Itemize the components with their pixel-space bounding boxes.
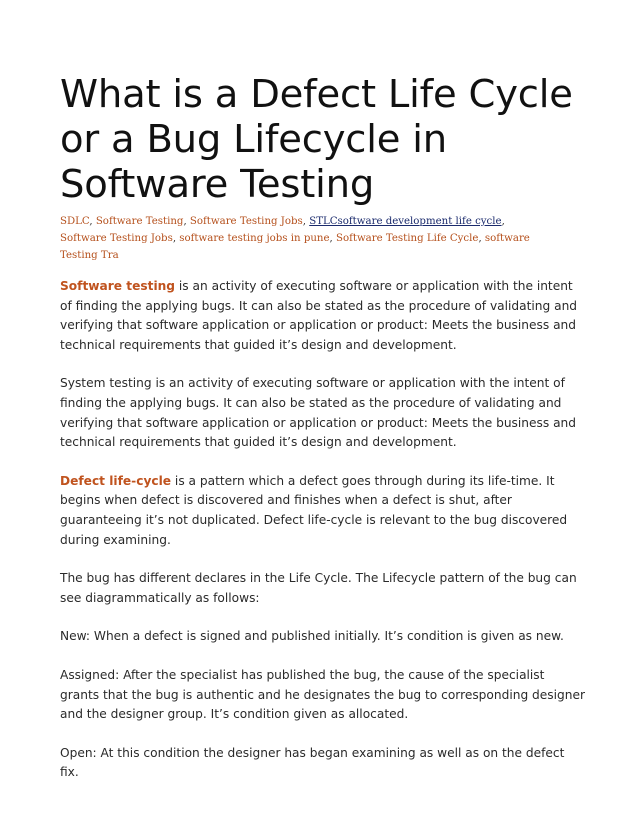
paragraph-system-testing: System testing is an activity of executing software or application with the intent of finding the applying bugs. It can also be stated as the procedure of validating and verifying that software application or application or product: Meets the business and technical requirements that guided it’s design and development. — [60, 376, 577, 450]
tag-separator: , — [501, 216, 505, 227]
tag-separator: , — [172, 233, 180, 244]
article-title: What is a Defect Life Cycle or a Bug Lifecycle in Software Testing — [60, 72, 573, 207]
tag-separator: , — [89, 216, 96, 227]
tag-separator: , — [302, 216, 310, 227]
paragraph-state-new: New: When a defect is signed and published initially. It’s condition is given as new. — [60, 629, 564, 644]
highlight-software-testing[interactable]: Software testing — [60, 279, 176, 293]
tag-link[interactable]: Software Testing Jobs — [60, 233, 173, 244]
paragraph-software-testing — [60, 277, 585, 355]
paragraph-defect-life-cycle — [60, 472, 585, 550]
tag-link[interactable]: Software Testing — [95, 216, 184, 227]
article-body — [60, 277, 585, 783]
article — [60, 72, 585, 783]
tag-link[interactable]: SDLC — [60, 216, 90, 227]
tag-link[interactable]: STLCsoftware development life cycle — [309, 216, 502, 227]
paragraph-state-assigned: Assigned: After the specialist has published the bug, the cause of the specialist grants that the bug is authentic and he designates the bug to corresponding designer and the designer group. It’s condition given as allocated. — [60, 667, 585, 722]
tag-separator: , — [183, 216, 190, 227]
tag-link[interactable]: software Testing Tra — [60, 233, 530, 261]
tag-link[interactable]: Software Testing Life Cycle — [335, 233, 479, 244]
paragraph-text: is an activity of executing software or application with the intent of finding the applying bugs. It can also be stated as the procedure of validating and verifying that software application or application or product: Meets the business and technical requirements that guided it’s design and development. — [60, 279, 578, 352]
paragraph-lifecycle-intro: The bug has different declares in the Life Cycle. The Lifecycle pattern of the bug can see diagrammatically as follows: — [60, 571, 577, 605]
tag-link[interactable]: Software Testing Jobs — [189, 216, 303, 227]
tag-separator: , — [478, 233, 485, 244]
tag-list — [60, 213, 530, 264]
tag-link[interactable]: software testing jobs in pune — [179, 233, 330, 244]
highlight-defect-life-cycle[interactable]: Defect life-cycle — [60, 473, 172, 488]
paragraph-text: is a pattern which a defect goes through during its life-time. It begins when defect is discovered and finishes when a defect is shut, after guaranteeing it’s not duplicated. Defect life-cycle is relevant to the bug discovered during examining. — [60, 473, 568, 547]
paragraph-state-open: Open: At this condition the designer has began examining as well as on the defect fix. — [60, 745, 565, 780]
tag-separator: , — [329, 233, 336, 244]
